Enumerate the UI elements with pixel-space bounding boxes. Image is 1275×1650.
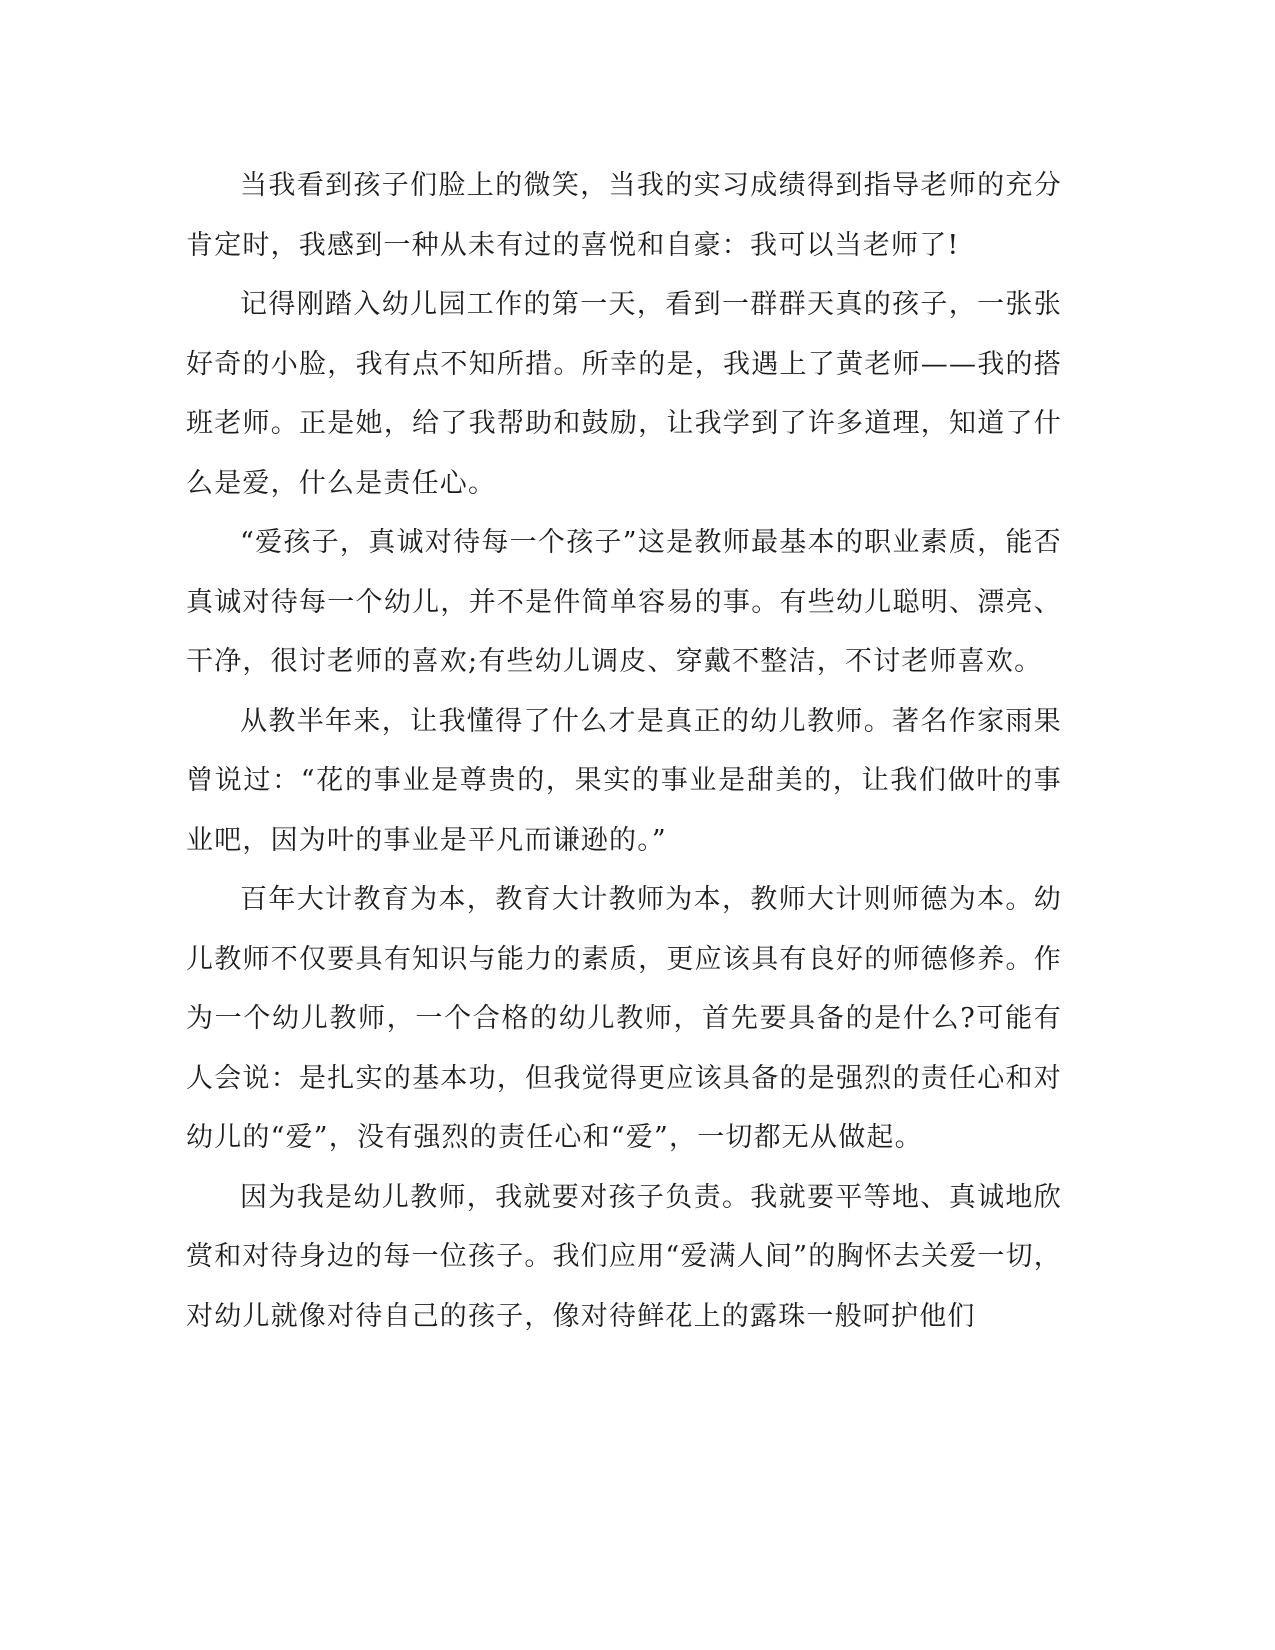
paragraph-5: 百年大计教育为本，教育大计教师为本，教师大计则师德为本。幼儿教师不仅要具有知识与能力的素质，更应该具有良好的师德修养。作为一个幼儿教师，一个合格的幼儿教师，首先要具备的是什么?可能有人会说：是扎实的基本功，但我觉得更应该具备的是强烈的责任心和对幼儿的“爱”，没有强烈的责任心和“爱”，一切都无从做起。 — [186, 884, 1062, 1153]
paragraph-3: “爱孩子，真诚对待每一个孩子”这是教师最基本的职业素质，能否真诚对待每一个幼儿，并不是件简单容易的事。有些幼儿聪明、漂亮、干净，很讨老师的喜欢;有些幼儿调皮、穿戴不整洁，不讨老师喜欢。 — [186, 527, 1062, 677]
paragraph-4: 从教半年来，让我懂得了什么才是真正的幼儿教师。著名作家雨果曾说过：“花的事业是尊贵的，果实的事业是甜美的，让我们做叶的事业吧，因为叶的事业是平凡而谦逊的。” — [186, 705, 1062, 856]
paragraph-1: 当我看到孩子们脸上的微笑，当我的实习成绩得到指导老师的充分肯定时，我感到一种从未有过的喜悦和自豪：我可以当老师了! — [186, 170, 1062, 261]
document-body — [186, 156, 1062, 1346]
paragraph-2: 记得刚踏入幼儿园工作的第一天，看到一群群天真的孩子，一张张好奇的小脸，我有点不知所措。所幸的是，我遇上了黄老师——我的搭班老师。正是她，给了我帮助和鼓励，让我学到了许多道理，知道了什么是爱，什么是责任心。 — [186, 289, 1062, 499]
paragraph-6: 因为我是幼儿教师，我就要对孩子负责。我就要平等地、真诚地欣赏和对待身边的每一位孩子。我们应用“爱满人间”的胸怀去关爱一切，对幼儿就像对待自己的孩子，像对待鲜花上的露珠一般呵护他们 — [186, 1181, 1063, 1332]
